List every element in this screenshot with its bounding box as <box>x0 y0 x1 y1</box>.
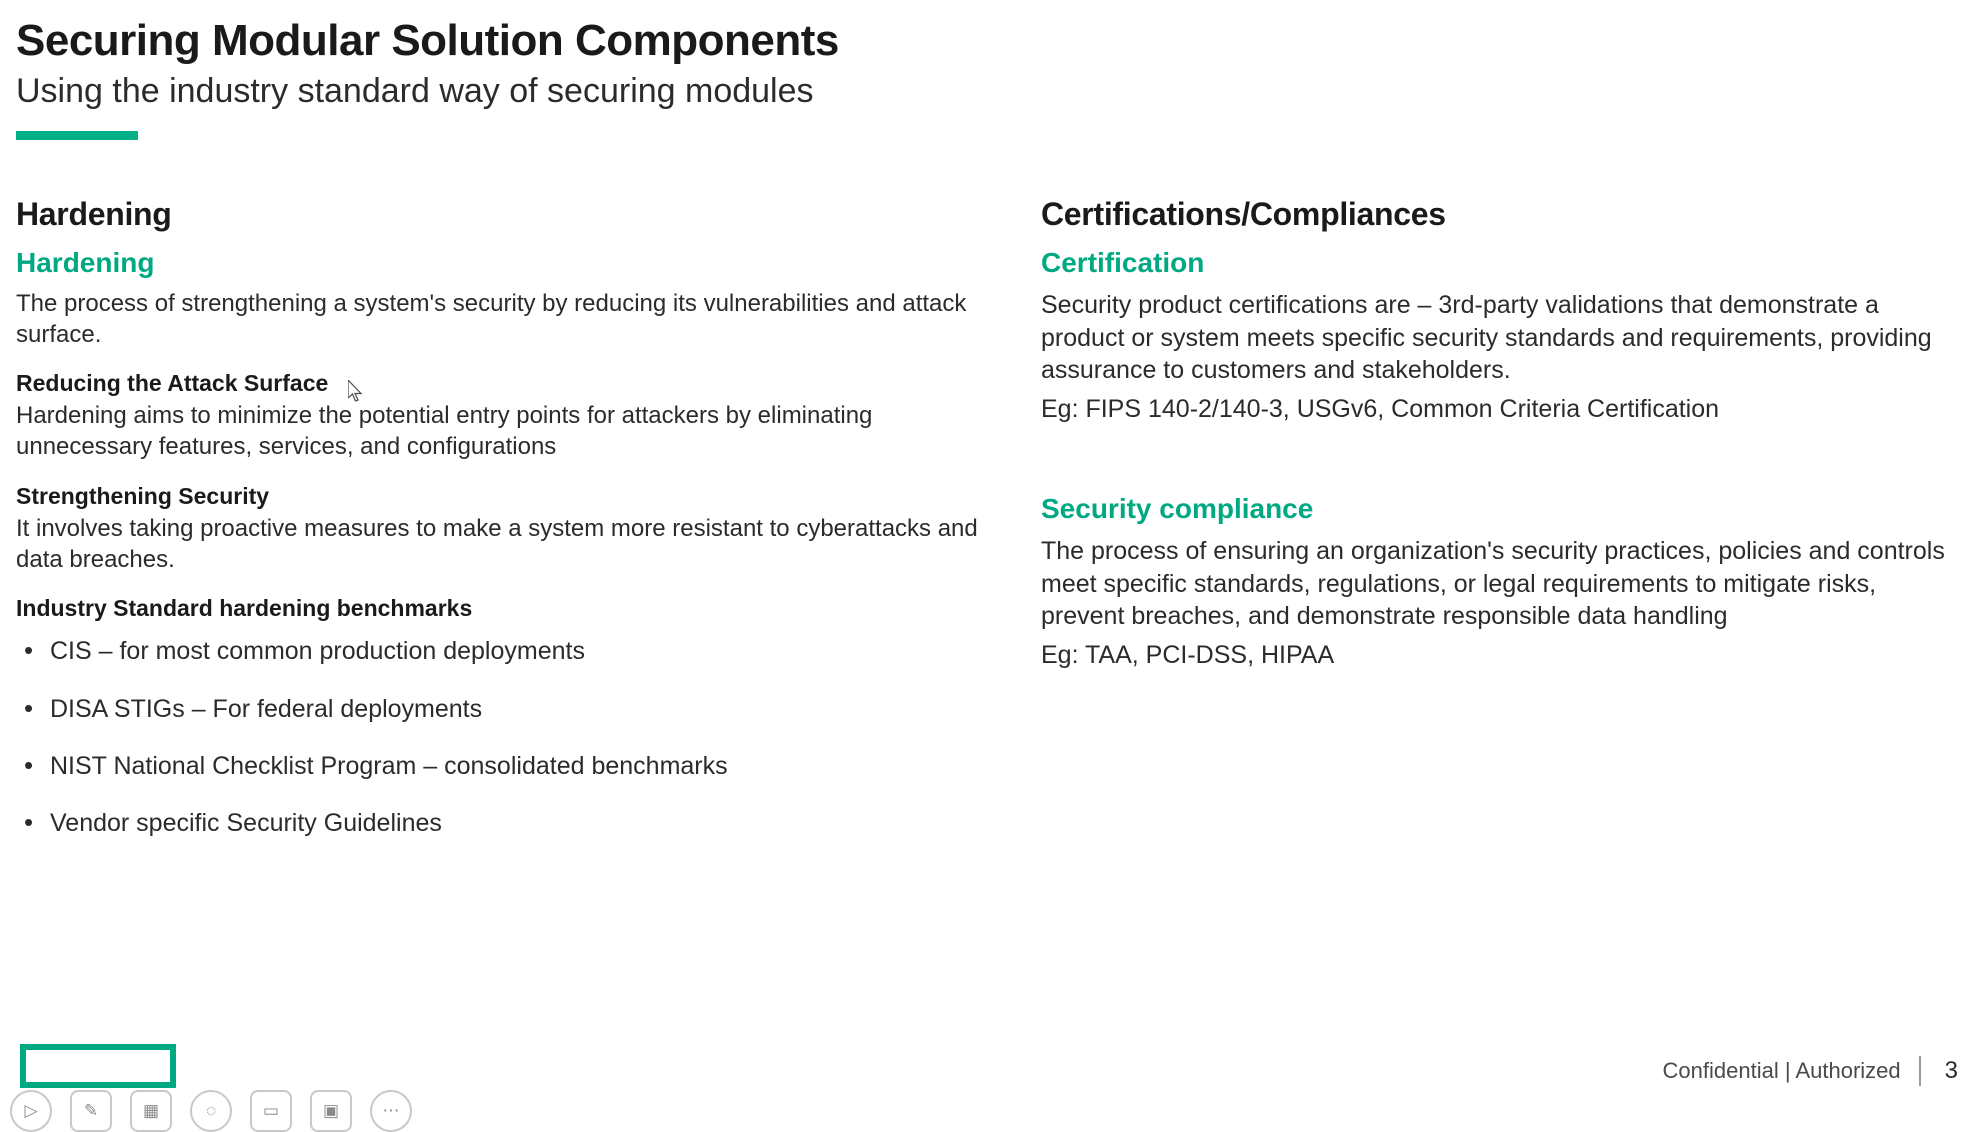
page-subtitle: Using the industry standard way of securing modules <box>16 72 814 111</box>
list-item: • Vendor specific Security Guidelines <box>16 808 1010 839</box>
benchmarks-title: Industry Standard hardening benchmarks <box>16 595 473 622</box>
page-title: Securing Modular Solution Components <box>16 16 839 65</box>
list-item: • NIST National Checklist Program – consolidated benchmarks <box>16 751 1010 782</box>
certification-body-text: Security product certifications are – 3rd-party validations that demonstrate a product or system meets specific security standards and requirements, providing assurance to customers and stakeholders. <box>1041 291 1932 384</box>
right-column-heading: Certifications/Compliances <box>1041 196 1446 232</box>
list-item: • DISA STIGs – For federal deployments <box>16 694 1010 725</box>
confidentiality-label: Confidential | Authorized <box>1662 1058 1901 1083</box>
column-spacer <box>1041 425 1966 493</box>
slide-footer <box>1663 1056 1958 1086</box>
slide-body <box>0 196 1980 865</box>
camera-button[interactable]: ▣ <box>310 1090 352 1132</box>
hardening-green-heading: Hardening <box>16 247 155 278</box>
section-title-strengthening-security: Strengthening Security <box>16 482 270 509</box>
laser-pointer-button[interactable]: ◌ <box>190 1090 232 1132</box>
footer-divider <box>1919 1056 1921 1086</box>
presentation-toolbar[interactable] <box>0 1090 1980 1120</box>
security-compliance-example-text: Eg: TAA, PCI-DSS, HIPAA <box>1041 640 1335 669</box>
certification-example-text: Eg: FIPS 140-2/140-3, USGv6, Common Criteria Certification <box>1041 394 1720 423</box>
hardening-intro-text: The process of strengthening a system's security by reducing its vulnerabilities and attack surface. <box>16 290 967 348</box>
section-title-reducing-attack-surface: Reducing the Attack Surface <box>16 370 329 397</box>
security-compliance-green-heading: Security compliance <box>1041 493 1314 524</box>
section-body-reducing-attack-surface: Hardening aims to minimize the potential entry points for attackers by eliminating unnecessary features, services, and configurations <box>16 402 873 461</box>
play-slideshow-button[interactable]: ▷ <box>10 1090 52 1132</box>
security-compliance-body-text: The process of ensuring an organization's security practices, policies and controls meet specific standards, regulations, or legal requirements to mitigate risks, prevent breaches, and demonstrate responsible data handling <box>1041 537 1945 630</box>
certification-green-heading: Certification <box>1041 247 1205 278</box>
slide-header <box>16 18 1916 140</box>
subtitles-button[interactable]: ▭ <box>250 1090 292 1132</box>
right-column <box>1040 196 1980 865</box>
hpe-logo <box>20 1044 176 1088</box>
list-item: • CIS – for most common production deployments <box>16 636 1010 667</box>
pen-annotate-button[interactable]: ✎ <box>70 1090 112 1132</box>
left-column <box>0 196 1040 865</box>
slide-grid-button[interactable]: ▦ <box>130 1090 172 1132</box>
left-column-heading: Hardening <box>16 196 172 232</box>
accent-rule <box>16 131 138 140</box>
more-options-button[interactable]: ⋯ <box>370 1090 412 1132</box>
benchmarks-list <box>16 636 1010 839</box>
page-number: 3 <box>1944 1057 1958 1084</box>
section-body-strengthening-security: It involves taking proactive measures to make a system more resistant to cyberattacks and data breaches. <box>16 514 978 573</box>
